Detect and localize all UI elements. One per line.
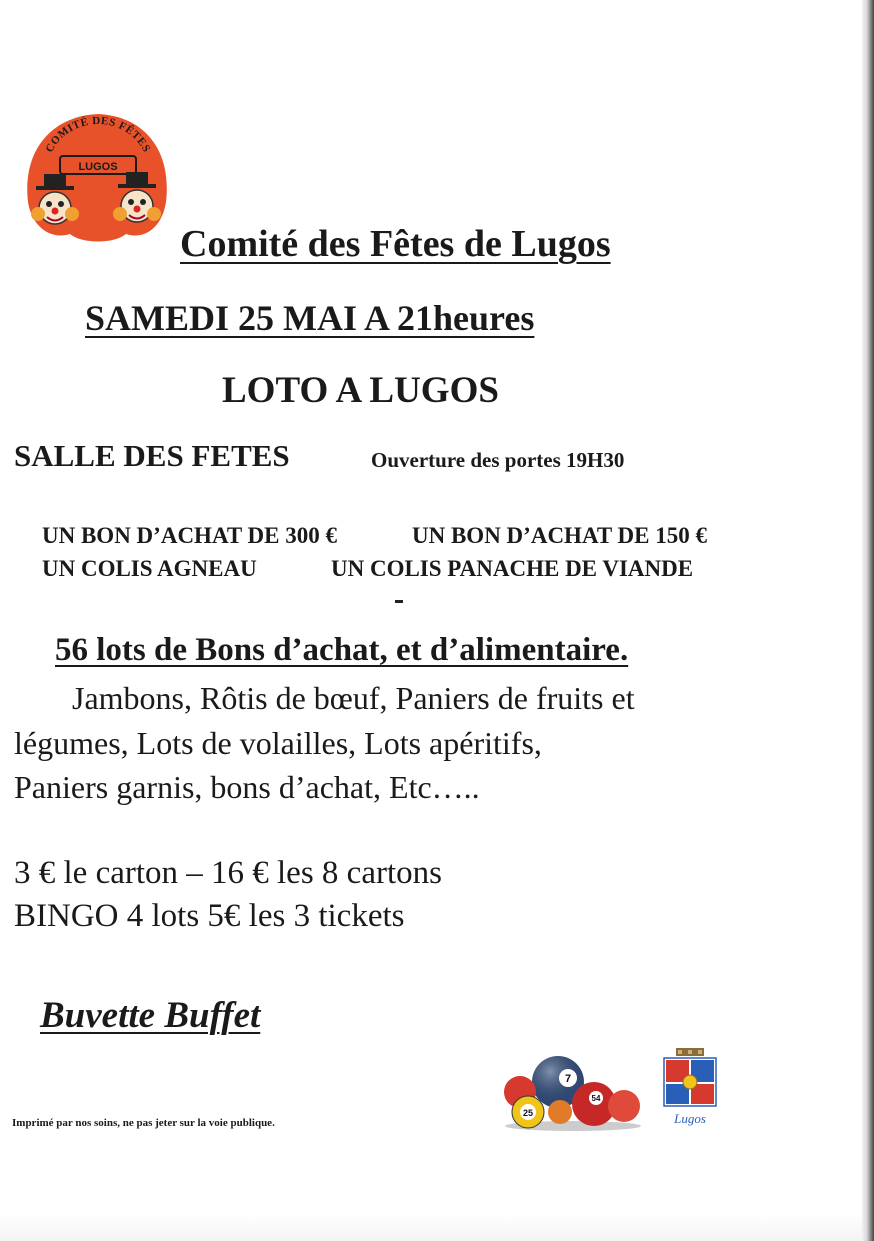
lugos-coat-of-arms xyxy=(658,1048,722,1128)
prize-item: UN COLIS PANACHE DE VIANDE xyxy=(331,556,694,581)
ball-number: 54 xyxy=(591,1094,601,1103)
scan-edge-right xyxy=(862,0,874,1241)
event-title: LOTO A LUGOS xyxy=(222,370,499,411)
lots-description xyxy=(14,676,834,810)
ball-number: 25 xyxy=(522,1108,534,1118)
carton-pricing: 3 € le carton – 16 € les 8 cartons xyxy=(14,855,442,891)
ball-number: 7 xyxy=(564,1073,572,1085)
footer-notice: Imprimé par nos soins, ne pas jeter sur la voie publique. xyxy=(12,1117,275,1129)
lots-line: légumes, Lots de volailles, Lots apéritifs, xyxy=(14,724,542,761)
lottery-balls-icon xyxy=(498,1052,648,1132)
venue-hall: SALLE DES FETES xyxy=(14,438,290,473)
lots-heading: 56 lots de Bons d’achat, et d’alimentaire. xyxy=(55,632,629,668)
crest-label: Lugos xyxy=(674,1111,706,1126)
lots-line: Paniers garnis, bons d’achat, Etc….. xyxy=(14,769,480,805)
prize-item: UN BON D’ACHAT DE 300 € xyxy=(42,523,337,548)
prize-item: UN BON D’ACHAT DE 150 € xyxy=(412,523,707,548)
logo-banner-text: LUGOS xyxy=(78,161,118,173)
comite-des-fetes-logo xyxy=(22,110,170,250)
lots-line: Jambons, Rôtis de bœuf, Paniers de fruits et xyxy=(72,680,635,716)
event-date-time: SAMEDI 25 MAI A 21heures xyxy=(85,298,535,338)
scan-edge-bottom xyxy=(0,1214,862,1241)
separator-dash xyxy=(395,600,403,603)
doors-opening-time: Ouverture des portes 19H30 xyxy=(371,448,625,472)
organizer-title: Comité des Fêtes de Lugos xyxy=(180,223,611,265)
prize-item: UN COLIS AGNEAU xyxy=(42,556,257,581)
buvette-buffet: Buvette Buffet xyxy=(40,995,261,1036)
bingo-pricing: BINGO 4 lots 5€ les 3 tickets xyxy=(14,898,405,934)
logo-arc-text: COMITÉ DES FÊTES xyxy=(43,114,153,155)
